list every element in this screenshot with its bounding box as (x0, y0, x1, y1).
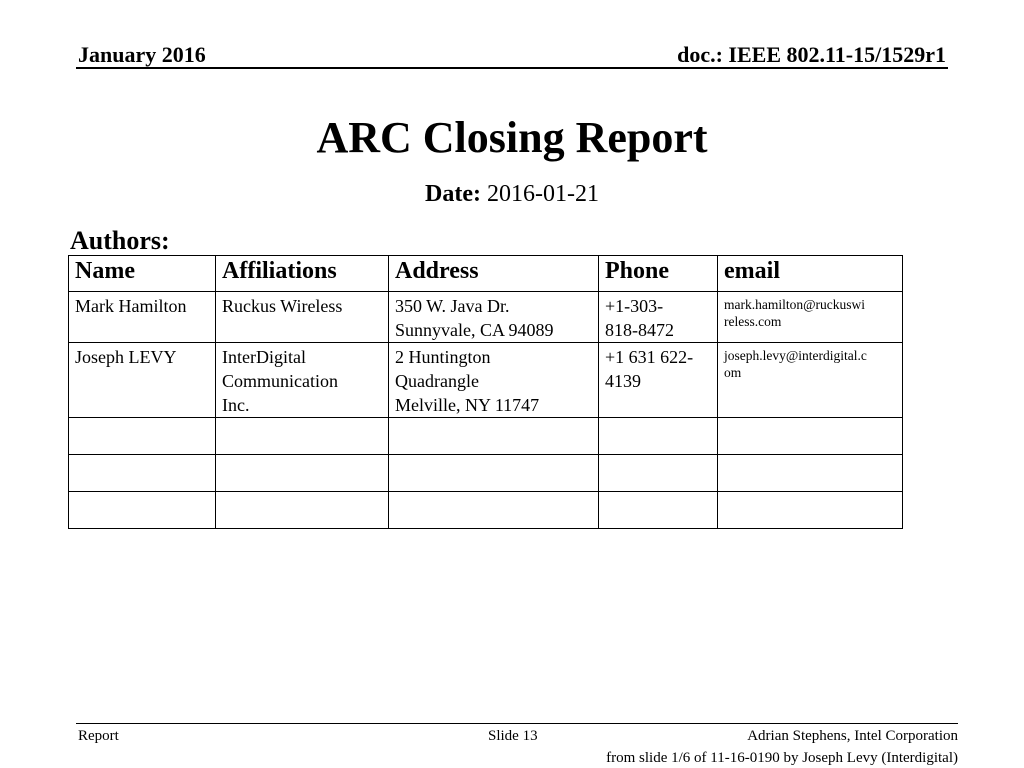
email-line: joseph.levy@interdigital.c (724, 348, 867, 363)
affiliation-line: InterDigital (222, 347, 306, 367)
empty-cell (69, 492, 216, 529)
address-line: 2 Huntington (395, 347, 491, 367)
footer-source-note: from slide 1/6 of 11-16-0190 by Joseph Levy (Interdigital) (606, 750, 958, 766)
phone-line: +1-303- (605, 296, 664, 316)
empty-cell (599, 418, 718, 455)
address-line: Melville, NY 11747 (395, 395, 540, 415)
table-row (69, 343, 903, 418)
author-affiliation (216, 343, 389, 418)
email-line: reless.com (724, 314, 782, 329)
empty-cell (389, 455, 599, 492)
empty-cell (389, 418, 599, 455)
author-name: Joseph LEVY (69, 343, 216, 418)
phone-line: +1 631 622- (605, 347, 694, 367)
empty-table-row (69, 455, 903, 492)
header-divider (76, 67, 948, 69)
empty-cell (718, 418, 903, 455)
empty-cell (69, 455, 216, 492)
empty-cell (216, 455, 389, 492)
affiliation-line: Communication (222, 371, 338, 391)
author-email (718, 343, 903, 418)
header-email: email (718, 256, 903, 292)
header-affiliations: Affiliations (216, 256, 389, 292)
author-email (718, 292, 903, 343)
footer-author: Adrian Stephens, Intel Corporation (747, 728, 958, 744)
header-address: Address (389, 256, 599, 292)
header-doc-id: doc.: IEEE 802.11-15/1529r1 (677, 42, 946, 67)
empty-cell (216, 492, 389, 529)
empty-cell (389, 492, 599, 529)
author-address (389, 292, 599, 343)
address-line: 350 W. Java Dr. (395, 296, 510, 316)
author-address (389, 343, 599, 418)
table-header-row (69, 256, 903, 292)
header-name: Name (69, 256, 216, 292)
address-line: Sunnyvale, CA 94089 (395, 320, 554, 340)
empty-cell (216, 418, 389, 455)
slide-number: Slide 13 (488, 728, 538, 744)
table-row (69, 292, 903, 343)
phone-line: 4139 (605, 371, 641, 391)
date-value: 2016-01-21 (486, 181, 599, 207)
authors-table (68, 255, 903, 529)
empty-cell (69, 418, 216, 455)
email-line: om (724, 365, 742, 380)
email-line: mark.hamilton@ruckuswi (724, 297, 866, 312)
author-phone (599, 343, 718, 418)
author-name: Mark Hamilton (69, 292, 216, 343)
affiliation-line: Inc. (222, 395, 250, 415)
empty-cell (718, 492, 903, 529)
empty-table-row (69, 492, 903, 529)
footer-left: Report (78, 728, 119, 744)
author-affiliation: Ruckus Wireless (216, 292, 389, 343)
footer-divider (76, 723, 958, 724)
empty-cell (599, 492, 718, 529)
address-line: Quadrangle (395, 371, 479, 391)
header-phone: Phone (599, 256, 718, 292)
date-label: Date: (425, 181, 481, 207)
phone-line: 818-8472 (605, 320, 674, 340)
empty-table-row (69, 418, 903, 455)
date-line (0, 181, 1024, 208)
empty-cell (718, 455, 903, 492)
slide-title: ARC Closing Report (316, 113, 708, 162)
author-phone (599, 292, 718, 343)
empty-cell (599, 455, 718, 492)
header-date: January 2016 (78, 42, 206, 67)
authors-label: Authors: (70, 226, 170, 255)
